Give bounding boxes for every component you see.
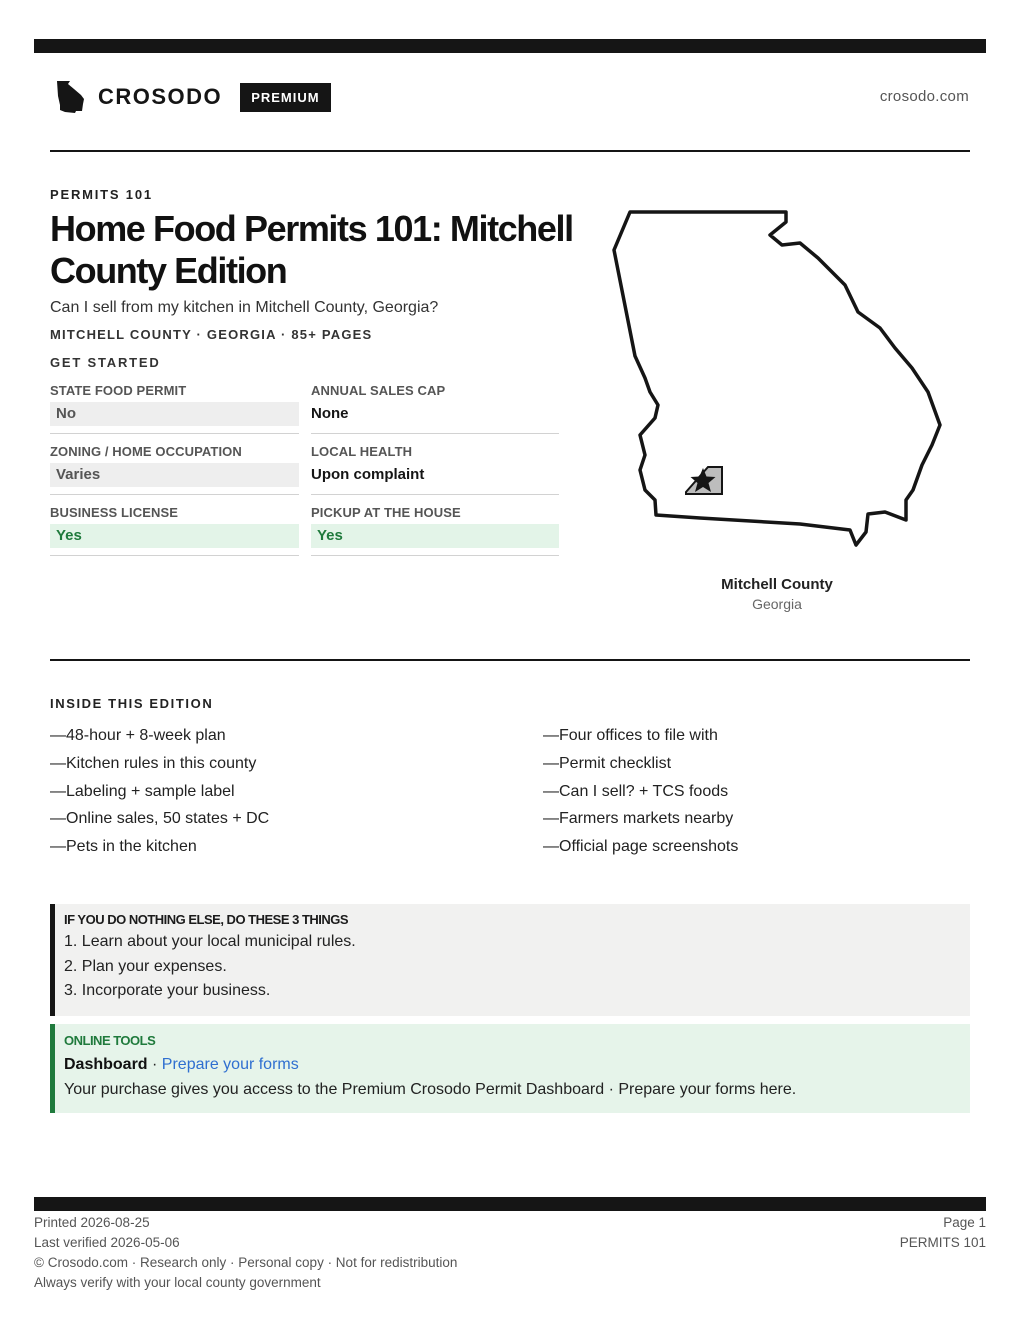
- fact-business-license: [50, 503, 299, 556]
- fact-label: LOCAL HEALTH: [311, 444, 413, 459]
- three-things-callout: [50, 904, 970, 1016]
- fact-local-health: [311, 442, 559, 495]
- brand[interactable]: [54, 80, 331, 114]
- tools-description: Your purchase gives you access to the Premium Crosodo Permit Dashboard · Prepare your forms here.: [64, 1081, 797, 1098]
- list-item: —Permit checklist: [543, 754, 672, 772]
- list-item: —Farmers markets nearby: [543, 810, 734, 828]
- fact-value: No: [50, 402, 299, 426]
- fact-label: STATE FOOD PERMIT: [50, 383, 187, 398]
- page-title: Home Food Permits 101: Mitchell County Edition: [50, 208, 573, 291]
- list-item: —Can I sell? + TCS foods: [543, 782, 729, 800]
- page-subtitle: Can I sell from my kitchen in Mitchell County, Georgia?: [50, 299, 439, 316]
- georgia-map: [600, 200, 950, 560]
- section-kicker: PERMITS 101: [50, 187, 153, 202]
- tools-links: [64, 1052, 970, 1077]
- footer-right: [900, 1213, 986, 1253]
- fact-value: None: [311, 405, 349, 422]
- georgia-logo-icon: [54, 80, 88, 114]
- footer-left: [34, 1213, 457, 1293]
- premium-badge: PREMIUM: [240, 83, 330, 112]
- list-item: —Labeling + sample label: [50, 782, 235, 800]
- copyright: © Crosodo.com · Research only · Personal copy · Not for redistribution: [34, 1255, 458, 1270]
- footer-bar: [34, 1197, 986, 1211]
- step-item: 1. Learn about your local municipal rules.: [64, 933, 356, 950]
- prepare-forms-link[interactable]: Prepare your forms: [161, 1056, 299, 1073]
- fact-zoning: [50, 442, 299, 495]
- section-divider: [50, 659, 970, 661]
- step-item: 2. Plan your expenses.: [64, 957, 227, 975]
- disclaimer: Always verify with your local county government: [34, 1275, 321, 1290]
- map-caption-state: Georgia: [752, 596, 802, 612]
- get-started-heading: GET STARTED: [50, 355, 161, 370]
- verified-date: Last verified 2026-05-06: [34, 1235, 180, 1250]
- fact-label: PICKUP AT THE HOUSE: [311, 505, 461, 520]
- facts-grid: [50, 381, 559, 556]
- list-item: —Online sales, 50 states + DC: [50, 810, 270, 828]
- inside-list-right: [543, 722, 738, 861]
- footer-section: PERMITS 101: [899, 1235, 986, 1250]
- top-bar: [34, 39, 986, 53]
- list-item: —Four offices to file with: [543, 727, 718, 744]
- site-url[interactable]: crosodo.com: [879, 88, 969, 105]
- list-item: —48-hour + 8-week plan: [50, 727, 226, 744]
- list-item: —Kitchen rules in this county: [50, 754, 257, 772]
- callout-heading: IF YOU DO NOTHING ELSE, DO THESE 3 THINGS: [64, 912, 349, 927]
- edition-meta: MITCHELL COUNTY · GEORGIA · 85+ PAGES: [50, 327, 373, 342]
- fact-value: Yes: [50, 524, 299, 548]
- fact-label: ANNUAL SALES CAP: [311, 383, 446, 398]
- fact-value: Yes: [311, 524, 559, 548]
- separator: ·: [147, 1056, 162, 1073]
- steps-list: [64, 930, 970, 1004]
- dashboard-label[interactable]: Dashboard: [64, 1056, 148, 1073]
- fact-annual-sales-cap: [311, 381, 559, 434]
- callout-heading: ONLINE TOOLS: [64, 1033, 156, 1048]
- fact-value: Varies: [50, 463, 299, 487]
- list-item: —Pets in the kitchen: [50, 838, 197, 856]
- header-divider: [50, 150, 970, 152]
- fact-pickup-at-house: [311, 503, 559, 556]
- brand-name: CROSODO: [98, 84, 223, 109]
- inside-list-left: [50, 722, 269, 861]
- georgia-outline: [614, 212, 940, 545]
- page-number: Page 1: [943, 1215, 986, 1230]
- list-item: —Official page screenshots: [543, 838, 739, 856]
- fact-state-food-permit: [50, 381, 299, 434]
- step-item: 3. Incorporate your business.: [64, 982, 271, 999]
- fact-label: BUSINESS LICENSE: [50, 505, 179, 520]
- fact-label: ZONING / HOME OCCUPATION: [50, 444, 242, 459]
- online-tools-callout: [50, 1024, 970, 1113]
- printed-date: Printed 2026-08-25: [34, 1215, 150, 1230]
- fact-value: Upon complaint: [311, 466, 425, 483]
- inside-heading: INSIDE THIS EDITION: [50, 696, 214, 711]
- map-caption-county: Mitchell County: [721, 576, 833, 593]
